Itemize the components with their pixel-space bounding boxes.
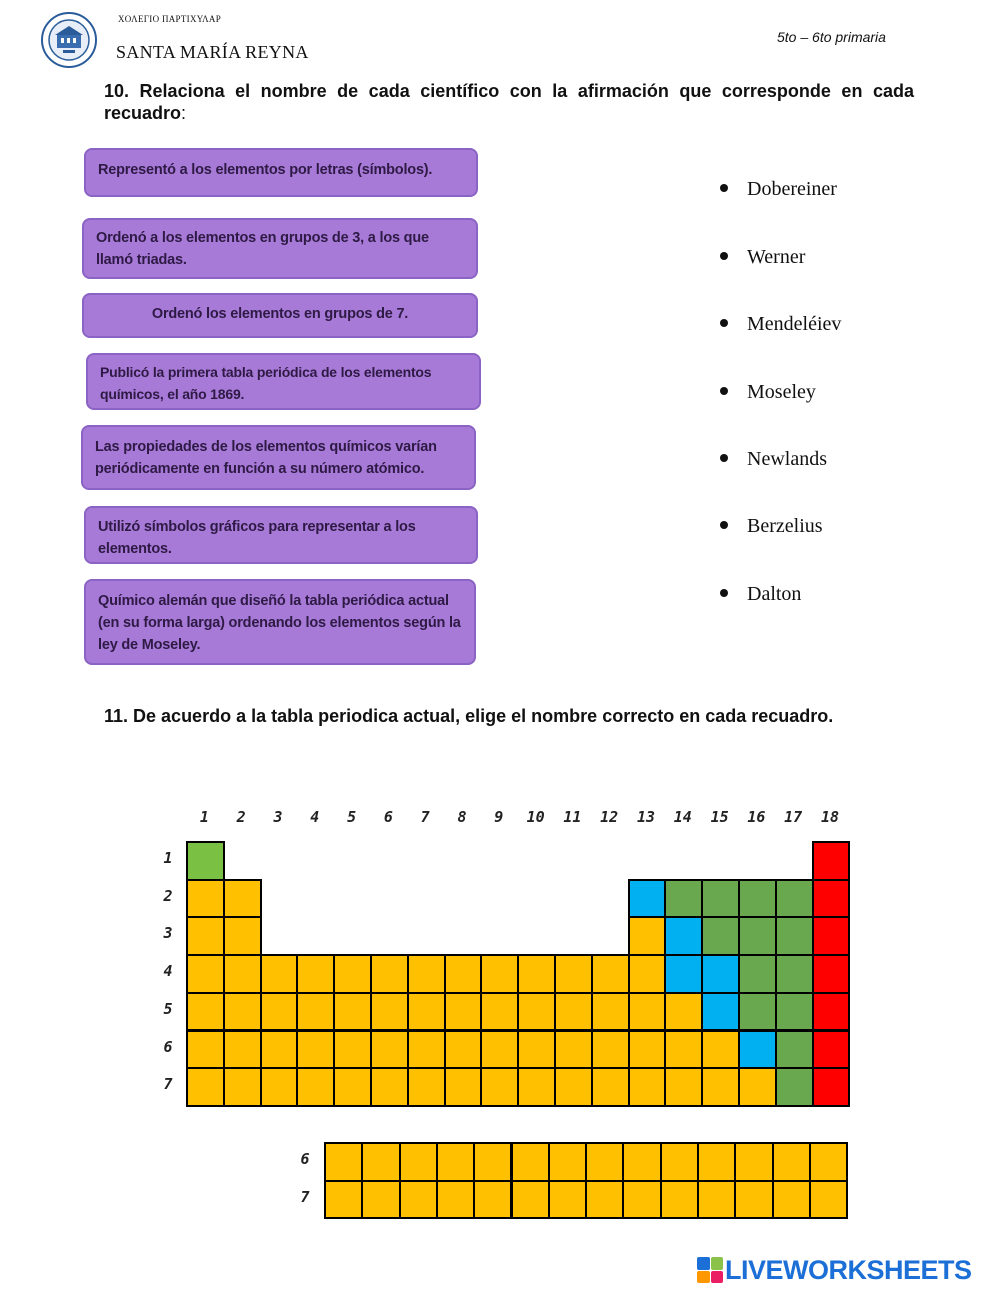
- statement-box-1[interactable]: Representó a los elementos por letras (símbolos).: [84, 148, 478, 197]
- element-cell: [260, 1030, 299, 1070]
- statement-box-5[interactable]: Las propiedades de los elementos químicos varían periódicamente en función a su número atómico.: [81, 425, 476, 490]
- element-cell: [399, 1180, 438, 1220]
- question-10-text: 10. Relaciona el nombre de cada científico con la afirmación que corresponde en cada recuadro: [104, 81, 914, 123]
- element-cell: [628, 1067, 667, 1107]
- scientist-name: Newlands: [747, 448, 827, 470]
- element-cell: [738, 879, 777, 919]
- element-cell: [223, 1030, 262, 1070]
- element-cell: [186, 879, 225, 919]
- element-cell: [436, 1142, 475, 1182]
- element-cell: [333, 1067, 372, 1107]
- element-cell: [186, 916, 225, 956]
- group-label: 10: [526, 808, 545, 826]
- element-cell: [186, 954, 225, 994]
- element-cell: [517, 992, 556, 1032]
- element-cell: [260, 954, 299, 994]
- element-cell: [473, 1142, 512, 1182]
- scientist-item: [720, 381, 816, 404]
- element-cell: [664, 1030, 703, 1070]
- element-cell: [812, 916, 851, 956]
- group-label: 5: [347, 808, 357, 826]
- element-cell: [738, 1030, 777, 1070]
- element-cell: [296, 992, 335, 1032]
- bullet-icon: [720, 589, 728, 597]
- group-label: 16: [747, 808, 766, 826]
- bullet-icon: [720, 252, 728, 260]
- period-label: 7: [300, 1187, 310, 1206]
- period-label: 3: [163, 924, 173, 943]
- element-cell: [186, 992, 225, 1032]
- element-cell: [664, 879, 703, 919]
- scientist-name: Dobereiner: [747, 178, 837, 200]
- element-cell: [660, 1142, 699, 1182]
- element-cell: [333, 992, 372, 1032]
- element-cell: [628, 992, 667, 1032]
- element-cell: [370, 992, 409, 1032]
- period-label: 6: [163, 1037, 173, 1056]
- element-cell: [186, 1030, 225, 1070]
- element-cell: [738, 992, 777, 1032]
- element-cell: [517, 1030, 556, 1070]
- statement-box-2[interactable]: Ordenó a los elementos en grupos de 3, a los que llamó triadas.: [82, 218, 478, 279]
- element-cell: [738, 916, 777, 956]
- group-label: 12: [600, 808, 619, 826]
- element-cell: [186, 841, 225, 881]
- element-cell: [738, 954, 777, 994]
- group-label: 7: [420, 808, 430, 826]
- element-cell: [260, 992, 299, 1032]
- element-cell: [775, 916, 814, 956]
- group-label: 17: [784, 808, 803, 826]
- element-cell: [554, 954, 593, 994]
- element-cell: [361, 1180, 400, 1220]
- element-cell: [809, 1142, 848, 1182]
- element-cell: [370, 1030, 409, 1070]
- period-label: 2: [163, 886, 173, 905]
- element-cell: [738, 1067, 777, 1107]
- scientist-name: Mendeléiev: [747, 313, 842, 335]
- element-cell: [223, 1067, 262, 1107]
- element-cell: [296, 954, 335, 994]
- element-cell: [664, 916, 703, 956]
- group-label: 1: [199, 808, 209, 826]
- element-cell: [480, 992, 519, 1032]
- element-cell: [333, 954, 372, 994]
- element-cell: [775, 954, 814, 994]
- element-cell: [296, 1030, 335, 1070]
- element-cell: [324, 1180, 363, 1220]
- element-cell: [324, 1142, 363, 1182]
- element-cell: [622, 1142, 661, 1182]
- scientist-item: [720, 583, 801, 606]
- element-cell: [809, 1180, 848, 1220]
- element-cell: [812, 879, 851, 919]
- group-label: 2: [236, 808, 246, 826]
- element-cell: [407, 954, 446, 994]
- element-cell: [480, 1030, 519, 1070]
- element-cell: [775, 879, 814, 919]
- bullet-icon: [720, 521, 728, 529]
- school-subtitle: ΧΟΛΕΓΙΟ ΠΑΡΤΙΧΥΛΑΡ: [118, 14, 221, 24]
- element-cell: [812, 992, 851, 1032]
- element-cell: [444, 1067, 483, 1107]
- group-label: 9: [494, 808, 504, 826]
- element-cell: [480, 1067, 519, 1107]
- scientist-name: Berzelius: [747, 515, 823, 537]
- scientist-item: [720, 178, 837, 201]
- period-label: 1: [163, 849, 173, 867]
- scientist-item: [720, 313, 841, 336]
- element-cell: [628, 879, 667, 919]
- bullet-icon: [720, 319, 728, 327]
- element-cell: [628, 1030, 667, 1070]
- question-11-title: 11. De acuerdo a la tabla periodica actual, elige el nombre correcto en cada recuadro.: [104, 706, 834, 726]
- element-cell: [186, 1067, 225, 1107]
- element-cell: [554, 1067, 593, 1107]
- element-cell: [517, 954, 556, 994]
- element-cell: [701, 954, 740, 994]
- element-cell: [223, 879, 262, 919]
- bullet-icon: [720, 387, 728, 395]
- element-cell: [585, 1142, 624, 1182]
- element-cell: [511, 1180, 550, 1220]
- element-cell: [622, 1180, 661, 1220]
- element-cell: [664, 954, 703, 994]
- element-cell: [223, 992, 262, 1032]
- element-cell: [517, 1067, 556, 1107]
- element-cell: [772, 1142, 811, 1182]
- element-cell: [444, 954, 483, 994]
- element-cell: [436, 1180, 475, 1220]
- element-cell: [407, 1067, 446, 1107]
- element-cell: [772, 1180, 811, 1220]
- element-cell: [775, 1067, 814, 1107]
- statement-box-6[interactable]: Utilizó símbolos gráficos para representar a los elementos.: [84, 506, 478, 564]
- element-cell: [591, 1067, 630, 1107]
- scientist-name: Werner: [747, 246, 806, 268]
- element-cell: [701, 1067, 740, 1107]
- element-cell: [701, 1030, 740, 1070]
- element-cell: [480, 954, 519, 994]
- element-cell: [333, 1030, 372, 1070]
- group-label: 8: [457, 808, 467, 826]
- grade-label: 5to – 6to primaria: [777, 29, 886, 45]
- element-cell: [585, 1180, 624, 1220]
- element-cell: [399, 1142, 438, 1182]
- bullet-icon: [720, 184, 728, 192]
- element-cell: [370, 1067, 409, 1107]
- element-cell: [775, 1030, 814, 1070]
- scientist-item: [720, 515, 823, 538]
- element-cell: [444, 992, 483, 1032]
- liveworksheets-logo-icon: [697, 1257, 723, 1283]
- element-cell: [554, 1030, 593, 1070]
- period-label: 4: [163, 962, 173, 981]
- element-cell: [812, 1030, 851, 1070]
- element-cell: [407, 1030, 446, 1070]
- element-cell: [812, 954, 851, 994]
- scientist-item: [720, 246, 805, 269]
- element-cell: [407, 992, 446, 1032]
- element-cell: [370, 954, 409, 994]
- bullet-icon: [720, 454, 728, 462]
- element-cell: [664, 1067, 703, 1107]
- group-label: 6: [383, 808, 393, 826]
- group-label: 18: [820, 808, 840, 826]
- statement-box-3[interactable]: Ordenó los elementos en grupos de 7.: [82, 293, 478, 338]
- element-cell: [701, 879, 740, 919]
- element-cell: [734, 1180, 773, 1220]
- element-cell: [660, 1180, 699, 1220]
- element-cell: [697, 1180, 736, 1220]
- element-cell: [812, 841, 851, 881]
- school-name: SANTA MARÍA REYNA: [116, 42, 309, 62]
- element-cell: [775, 992, 814, 1032]
- element-cell: [473, 1180, 512, 1220]
- element-cell: [361, 1142, 400, 1182]
- brand-text: LIVEWORKSHEETS: [725, 1254, 972, 1285]
- element-cell: [734, 1142, 773, 1182]
- element-cell: [812, 1067, 851, 1107]
- element-cell: [223, 954, 262, 994]
- group-label: 3: [273, 808, 283, 826]
- scientist-item: [720, 448, 827, 471]
- group-label: 13: [636, 808, 656, 826]
- scientist-name: Moseley: [747, 381, 816, 403]
- liveworksheets-brand: [697, 1255, 972, 1285]
- element-cell: [664, 992, 703, 1032]
- group-label: 15: [710, 808, 729, 826]
- question-10-colon: :: [181, 103, 187, 123]
- period-label: 7: [163, 1075, 173, 1094]
- element-cell: [628, 916, 667, 956]
- element-cell: [554, 992, 593, 1032]
- statement-box-4[interactable]: Publicó la primera tabla periódica de los elementos químicos, el año 1869.: [86, 353, 481, 410]
- element-cell: [548, 1180, 587, 1220]
- element-cell: [223, 916, 262, 956]
- school-logo: [41, 12, 97, 68]
- group-label: 4: [310, 808, 320, 826]
- period-label: 5: [163, 999, 173, 1018]
- element-cell: [591, 992, 630, 1032]
- element-cell: [701, 992, 740, 1032]
- element-cell: [628, 954, 667, 994]
- scientist-name: Dalton: [747, 583, 802, 605]
- element-cell: [444, 1030, 483, 1070]
- element-cell: [697, 1142, 736, 1182]
- group-label: 11: [563, 808, 582, 826]
- question-10-title: [104, 80, 914, 124]
- element-cell: [591, 954, 630, 994]
- element-cell: [511, 1142, 550, 1182]
- element-cell: [260, 1067, 299, 1107]
- group-label: 14: [673, 808, 692, 826]
- element-cell: [701, 916, 740, 956]
- period-label: 6: [300, 1150, 310, 1168]
- element-cell: [548, 1142, 587, 1182]
- element-cell: [591, 1030, 630, 1070]
- element-cell: [296, 1067, 335, 1107]
- statement-box-7[interactable]: Químico alemán que diseñó la tabla periódica actual (en su forma larga) ordenando los elementos según la ley de Moseley.: [84, 579, 476, 665]
